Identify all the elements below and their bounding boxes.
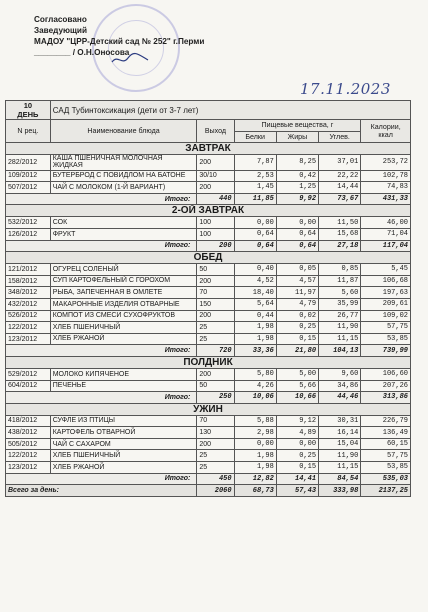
dish-name: МОЛОКО КИПЯЧЕНОЕ: [50, 368, 197, 380]
dish-output: 150: [197, 298, 234, 310]
dish-output: 25: [197, 322, 234, 334]
dish-protein: 0,64: [234, 228, 276, 240]
dish-protein: 5,64: [234, 298, 276, 310]
dish-calories: 74,83: [361, 182, 411, 194]
dish-protein: 7,87: [234, 155, 276, 170]
grand-total-protein: 68,73: [234, 485, 276, 497]
dish-carbs: 5,60: [319, 287, 361, 299]
recipe-code: 438/2012: [6, 427, 51, 439]
section-header-row: [6, 252, 411, 264]
section-total-output: 450: [197, 473, 234, 485]
dish-fat: 0,15: [276, 333, 318, 345]
dish-calories: 53,85: [361, 462, 411, 474]
table-row: [6, 264, 411, 276]
section-total-calories: 739,99: [361, 345, 411, 357]
recipe-code: 507/2012: [6, 182, 51, 194]
dish-name: СУП КАРТОФЕЛЬНЫЙ С ГОРОХОМ: [50, 275, 197, 287]
section-total-fat: 14,41: [276, 473, 318, 485]
dish-calories: 53,85: [361, 333, 411, 345]
grand-total-carbs: 333,98: [319, 485, 361, 497]
handwritten-date: 17.11.2023: [300, 80, 391, 98]
col-nutrients: Пищевые вещества, г: [234, 120, 361, 132]
section-total-row: [6, 193, 411, 205]
dish-protein: 4,52: [234, 275, 276, 287]
dish-calories: 57,75: [361, 322, 411, 334]
dish-protein: 2,53: [234, 170, 276, 182]
dish-output: 100: [197, 228, 234, 240]
dish-carbs: 34,86: [319, 380, 361, 392]
section-title: 2-ОЙ ЗАВТРАК: [6, 205, 411, 217]
section-total-protein: 12,82: [234, 473, 276, 485]
section-total-label: Итого:: [6, 473, 197, 485]
dish-protein: 0,00: [234, 217, 276, 229]
table-row: [6, 287, 411, 299]
section-total-calories: 431,33: [361, 193, 411, 205]
dish-protein: 0,00: [234, 438, 276, 450]
day-cell: [6, 101, 51, 120]
table-row: [6, 217, 411, 229]
dish-protein: 0,44: [234, 310, 276, 322]
table-row: [6, 170, 411, 182]
dish-protein: 0,40: [234, 264, 276, 276]
table-title-row: [6, 101, 411, 120]
dish-carbs: 37,01: [319, 155, 361, 170]
table-row: [6, 298, 411, 310]
dish-name: ХЛЕБ РЖАНОЙ: [50, 462, 197, 474]
dish-output: 200: [197, 310, 234, 322]
dish-protein: 18,40: [234, 287, 276, 299]
dish-calories: 102,78: [361, 170, 411, 182]
section-total-carbs: 84,54: [319, 473, 361, 485]
dish-name: КОМПОТ ИЗ СМЕСИ СУХОФРУКТОВ: [50, 310, 197, 322]
dish-protein: 4,26: [234, 380, 276, 392]
table-row: [6, 322, 411, 334]
recipe-code: 529/2012: [6, 368, 51, 380]
dish-fat: 5,66: [276, 380, 318, 392]
table-row: [6, 427, 411, 439]
dish-calories: 209,61: [361, 298, 411, 310]
recipe-code: 122/2012: [6, 450, 51, 462]
table-row: [6, 333, 411, 345]
table-row: [6, 228, 411, 240]
dish-calories: 57,75: [361, 450, 411, 462]
grand-total-output: 2060: [197, 485, 234, 497]
section-total-calories: 117,04: [361, 240, 411, 252]
dish-fat: 0,02: [276, 310, 318, 322]
dish-protein: 1,98: [234, 322, 276, 334]
section-total-carbs: 104,13: [319, 345, 361, 357]
dish-output: 25: [197, 450, 234, 462]
table-title: САД Тубинтоксикация (дети от 3-7 лет): [50, 101, 410, 120]
recipe-code: 109/2012: [6, 170, 51, 182]
section-total-fat: 0,64: [276, 240, 318, 252]
dish-output: 25: [197, 333, 234, 345]
section-total-fat: 9,92: [276, 193, 318, 205]
dish-fat: 8,25: [276, 155, 318, 170]
table-row: [6, 182, 411, 194]
col-carbs: Углев.: [319, 131, 361, 143]
section-total-carbs: 73,67: [319, 193, 361, 205]
recipe-code: 123/2012: [6, 333, 51, 345]
grand-total-fat: 57,43: [276, 485, 318, 497]
dish-output: 130: [197, 427, 234, 439]
dish-output: 100: [197, 217, 234, 229]
section-total-fat: 10,66: [276, 392, 318, 404]
dish-fat: 1,25: [276, 182, 318, 194]
dish-calories: 46,00: [361, 217, 411, 229]
dish-name: ХЛЕБ ПШЕНИЧНЫЙ: [50, 450, 197, 462]
section-header-row: [6, 356, 411, 368]
dish-protein: 1,45: [234, 182, 276, 194]
section-total-row: [6, 392, 411, 404]
section-total-protein: 33,36: [234, 345, 276, 357]
section-total-calories: 535,03: [361, 473, 411, 485]
dish-output: 50: [197, 264, 234, 276]
table-row: [6, 462, 411, 474]
dish-fat: 0,00: [276, 438, 318, 450]
dish-fat: 4,57: [276, 275, 318, 287]
dish-carbs: 11,87: [319, 275, 361, 287]
section-total-output: 720: [197, 345, 234, 357]
recipe-code: 505/2012: [6, 438, 51, 450]
recipe-code: 123/2012: [6, 462, 51, 474]
dish-protein: 5,88: [234, 415, 276, 427]
dish-fat: 0,00: [276, 217, 318, 229]
section-total-row: [6, 240, 411, 252]
dish-calories: 109,02: [361, 310, 411, 322]
dish-carbs: 35,99: [319, 298, 361, 310]
dish-calories: 106,60: [361, 368, 411, 380]
dish-name: ОГУРЕЦ СОЛЕНЫЙ: [50, 264, 197, 276]
column-header-row: [6, 120, 411, 132]
section-total-carbs: 44,46: [319, 392, 361, 404]
recipe-code: 418/2012: [6, 415, 51, 427]
grand-total-label: Всего за день:: [6, 485, 197, 497]
col-recipe: N рец.: [6, 120, 51, 143]
recipe-code: 526/2012: [6, 310, 51, 322]
dish-name: БУТЕРБРОД С ПОВИДЛОМ НА БАТОНЕ: [50, 170, 197, 182]
dish-protein: 1,98: [234, 462, 276, 474]
table-row: [6, 415, 411, 427]
approval-line-organization: МАДОУ "ЦРР-Детский сад № 252" г.Перми: [34, 37, 205, 46]
dish-calories: 226,79: [361, 415, 411, 427]
dish-name: СОК: [50, 217, 197, 229]
dish-fat: 4,79: [276, 298, 318, 310]
dish-calories: 207,26: [361, 380, 411, 392]
table-row: [6, 275, 411, 287]
section-total-fat: 21,80: [276, 345, 318, 357]
recipe-code: 158/2012: [6, 275, 51, 287]
dish-calories: 60,15: [361, 438, 411, 450]
dish-fat: 0,15: [276, 462, 318, 474]
menu-body: [6, 143, 411, 497]
dish-carbs: 15,04: [319, 438, 361, 450]
dish-carbs: 16,14: [319, 427, 361, 439]
recipe-code: 532/2012: [6, 217, 51, 229]
section-title: ОБЕД: [6, 252, 411, 264]
approval-line-position: Заведующий: [34, 26, 87, 35]
col-protein: Белки: [234, 131, 276, 143]
approval-line-signatory: ________ / О.Н.Оносова: [34, 48, 130, 57]
dish-name: ХЛЕБ РЖАНОЙ: [50, 333, 197, 345]
dish-protein: 1,98: [234, 333, 276, 345]
dish-calories: 197,63: [361, 287, 411, 299]
dish-carbs: 26,77: [319, 310, 361, 322]
dish-protein: 1,98: [234, 450, 276, 462]
grand-total-row: [6, 485, 411, 497]
dish-name: МАКАРОННЫЕ ИЗДЕЛИЯ ОТВАРНЫЕ: [50, 298, 197, 310]
dish-fat: 0,05: [276, 264, 318, 276]
signature-mark: [110, 52, 150, 66]
table-row: [6, 438, 411, 450]
section-total-protein: 11,85: [234, 193, 276, 205]
dish-output: 200: [197, 368, 234, 380]
dish-calories: 106,68: [361, 275, 411, 287]
section-total-output: 250: [197, 392, 234, 404]
dish-output: 200: [197, 182, 234, 194]
table-row: [6, 368, 411, 380]
col-output: Выход: [197, 120, 234, 143]
section-total-calories: 313,86: [361, 392, 411, 404]
dish-carbs: 9,60: [319, 368, 361, 380]
dish-carbs: 15,68: [319, 228, 361, 240]
dish-name: ПЕЧЕНЬЕ: [50, 380, 197, 392]
dish-output: 25: [197, 462, 234, 474]
section-total-protein: 10,06: [234, 392, 276, 404]
section-total-label: Итого:: [6, 392, 197, 404]
col-calories: Калории, ккал: [361, 120, 411, 143]
section-total-label: Итого:: [6, 345, 197, 357]
section-total-row: [6, 473, 411, 485]
dish-name: КАРТОФЕЛЬ ОТВАРНОЙ: [50, 427, 197, 439]
section-total-label: Итого:: [6, 193, 197, 205]
dish-fat: 9,12: [276, 415, 318, 427]
table-row: [6, 450, 411, 462]
section-total-output: 440: [197, 193, 234, 205]
dish-carbs: 30,31: [319, 415, 361, 427]
dish-carbs: 22,22: [319, 170, 361, 182]
section-header-row: [6, 205, 411, 217]
section-total-output: 200: [197, 240, 234, 252]
dish-output: 50: [197, 380, 234, 392]
dish-output: 200: [197, 155, 234, 170]
col-dish-name: Наименование блюда: [50, 120, 197, 143]
section-title: ПОЛДНИК: [6, 356, 411, 368]
dish-name: СУФЛЕ ИЗ ПТИЦЫ: [50, 415, 197, 427]
dish-output: 70: [197, 287, 234, 299]
dish-name: ХЛЕБ ПШЕНИЧНЫЙ: [50, 322, 197, 334]
recipe-code: 348/2012: [6, 287, 51, 299]
dish-calories: 253,72: [361, 155, 411, 170]
menu-table: [5, 100, 411, 497]
dish-carbs: 11,90: [319, 450, 361, 462]
section-total-carbs: 27,18: [319, 240, 361, 252]
section-header-row: [6, 403, 411, 415]
dish-carbs: 11,15: [319, 333, 361, 345]
dish-protein: 2,98: [234, 427, 276, 439]
dish-name: ЧАЙ С МОЛОКОМ (1-Й ВАРИАНТ): [50, 182, 197, 194]
dish-calories: 71,04: [361, 228, 411, 240]
table-row: [6, 155, 411, 170]
dish-calories: 136,49: [361, 427, 411, 439]
dish-name: РЫБА, ЗАПЕЧЕННАЯ В ОМЛЕТЕ: [50, 287, 197, 299]
dish-output: 200: [197, 275, 234, 287]
recipe-code: 122/2012: [6, 322, 51, 334]
dish-carbs: 14,44: [319, 182, 361, 194]
dish-fat: 5,00: [276, 368, 318, 380]
dish-output: 30/10: [197, 170, 234, 182]
dish-calories: 5,45: [361, 264, 411, 276]
recipe-code: 126/2012: [6, 228, 51, 240]
recipe-code: 604/2012: [6, 380, 51, 392]
dish-fat: 0,64: [276, 228, 318, 240]
dish-fat: 0,25: [276, 322, 318, 334]
table-row: [6, 310, 411, 322]
day-number: 10: [23, 101, 33, 110]
day-word: ДЕНЬ: [17, 110, 39, 119]
dish-protein: 5,80: [234, 368, 276, 380]
dish-fat: 0,42: [276, 170, 318, 182]
recipe-code: 282/2012: [6, 155, 51, 170]
table-row: [6, 380, 411, 392]
section-total-row: [6, 345, 411, 357]
dish-fat: 0,25: [276, 450, 318, 462]
section-total-label: Итого:: [6, 240, 197, 252]
dish-carbs: 11,50: [319, 217, 361, 229]
dish-output: 70: [197, 415, 234, 427]
dish-carbs: 11,15: [319, 462, 361, 474]
dish-fat: 4,89: [276, 427, 318, 439]
recipe-code: 432/2012: [6, 298, 51, 310]
dish-carbs: 0,85: [319, 264, 361, 276]
grand-total-calories: 2137,25: [361, 485, 411, 497]
dish-carbs: 11,90: [319, 322, 361, 334]
dish-output: 200: [197, 438, 234, 450]
dish-fat: 11,97: [276, 287, 318, 299]
dish-name: ЧАЙ С САХАРОМ: [50, 438, 197, 450]
section-header-row: [6, 143, 411, 155]
recipe-code: 121/2012: [6, 264, 51, 276]
approval-line-approved: Согласовано: [34, 15, 87, 24]
section-title: ЗАВТРАК: [6, 143, 411, 155]
col-fat: Жиры: [276, 131, 318, 143]
dish-name: КАША ПШЕНИЧНАЯ МОЛОЧНАЯ ЖИДКАЯ: [50, 155, 197, 170]
dish-name: ФРУКТ: [50, 228, 197, 240]
section-title: УЖИН: [6, 403, 411, 415]
section-total-protein: 0,64: [234, 240, 276, 252]
